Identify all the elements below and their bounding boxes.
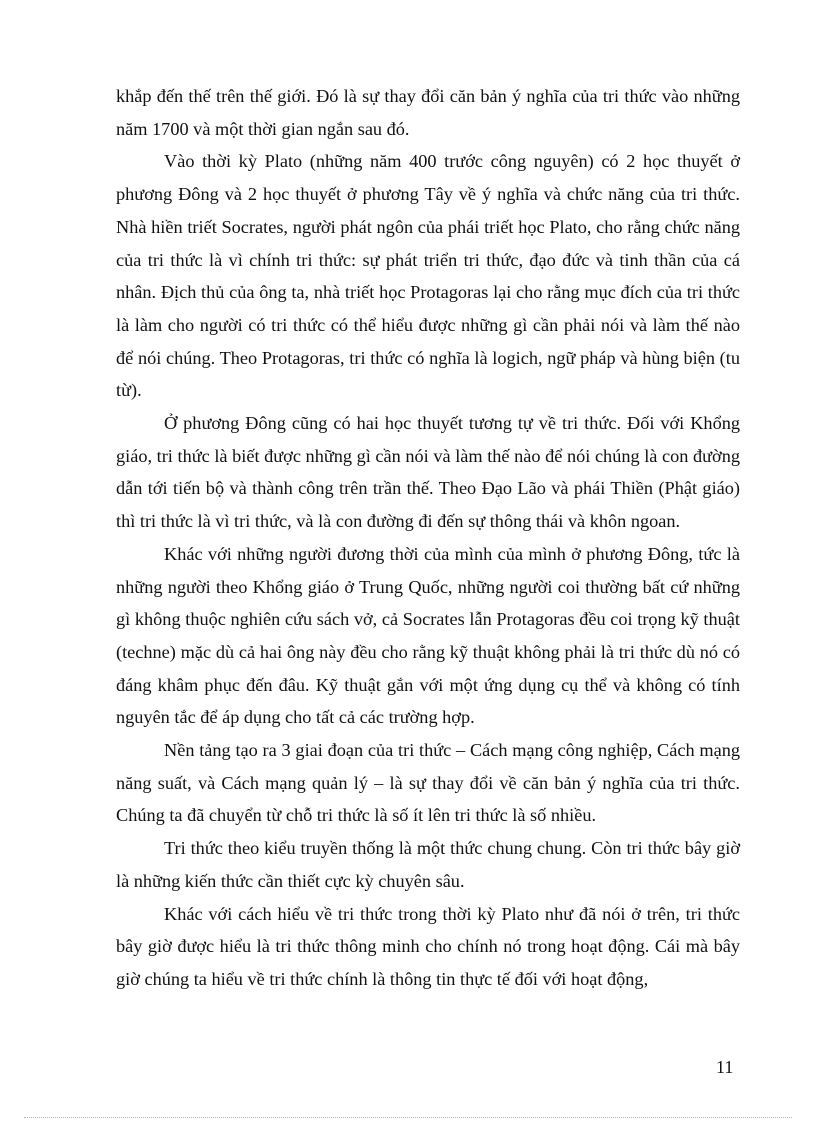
footer-divider (24, 1117, 792, 1118)
paragraph-3: Ở phương Đông cũng có hai học thuyết tương tự về tri thức. Đối với Khổng giáo, tri thức là biết được những gì cần nói và làm thế nào để nói chúng là con đường dẫn tới tiến bộ và thành công trên trần thế. Theo Đạo Lão và phái Thiền (Phật giáo) thì tri thức là vì tri thức, và là con đường đi đến sự thông thái và khôn ngoan. (116, 413, 740, 532)
body-text (116, 80, 740, 996)
page-number: 11 (716, 1057, 734, 1077)
paragraph-1: khắp đến thế trên thế giới. Đó là sự thay đổi căn bản ý nghĩa của tri thức vào những năm 1700 và một thời gian ngắn sau đó. (116, 86, 740, 139)
paragraph-7: Khác với cách hiểu về tri thức trong thời kỳ Plato như đã nói ở trên, tri thức bây giờ được hiểu là tri thức thông minh cho chính nó trong hoạt động. Cái mà bây giờ chúng ta hiểu về tri thức chính là thông tin thực tế đối với hoạt động, (116, 903, 740, 989)
paragraph-6: Tri thức theo kiểu truyền thống là một thức chung chung. Còn tri thức bây giờ là những kiến thức cần thiết cực kỳ chuyên sâu. (116, 838, 740, 891)
paragraph-2: Vào thời kỳ Plato (những năm 400 trước công nguyên) có 2 học thuyết ở phương Đông và 2 học thuyết ở phương Tây về ý nghĩa và chức năng của tri thức. Nhà hiền triết Socrates, người phát ngôn của phái triết học Plato, cho rằng chức năng của tri thức là vì chính tri thức: sự phát triển tri thức, đạo đức và tinh thần của cá nhân. Địch thủ của ông ta, nhà triết học Protagoras lại cho rằng mục đích của tri thức là làm cho người có tri thức có thể hiểu được những gì cần phải nói và làm thế nào để nói chúng. Theo Protagoras, tri thức có nghĩa là logich, ngữ pháp và hùng biện (tu từ). (116, 151, 740, 401)
paragraph-5: Nền tảng tạo ra 3 giai đoạn của tri thức – Cách mạng công nghiệp, Cách mạng năng suất, và Cách mạng quản lý – là sự thay đổi về căn bản ý nghĩa của tri thức. Chúng ta đã chuyển từ chỗ tri thức là số ít lên tri thức là số nhiều. (116, 740, 740, 826)
paragraph-4: Khác với những người đương thời của mình của mình ở phương Đông, tức là những người theo Khổng giáo ở Trung Quốc, những người coi thường bất cứ những gì không thuộc nghiên cứu sách vở, cả Socrates lẫn Protagoras đều coi trọng kỹ thuật (techne) mặc dù cả hai ông này đều cho rằng kỹ thuật không phải là tri thức dù nó có đáng khâm phục đến đâu. Kỹ thuật gắn với một ứng dụng cụ thể và không có tính nguyên tắc để áp dụng cho tất cả các trường hợp. (116, 543, 740, 728)
